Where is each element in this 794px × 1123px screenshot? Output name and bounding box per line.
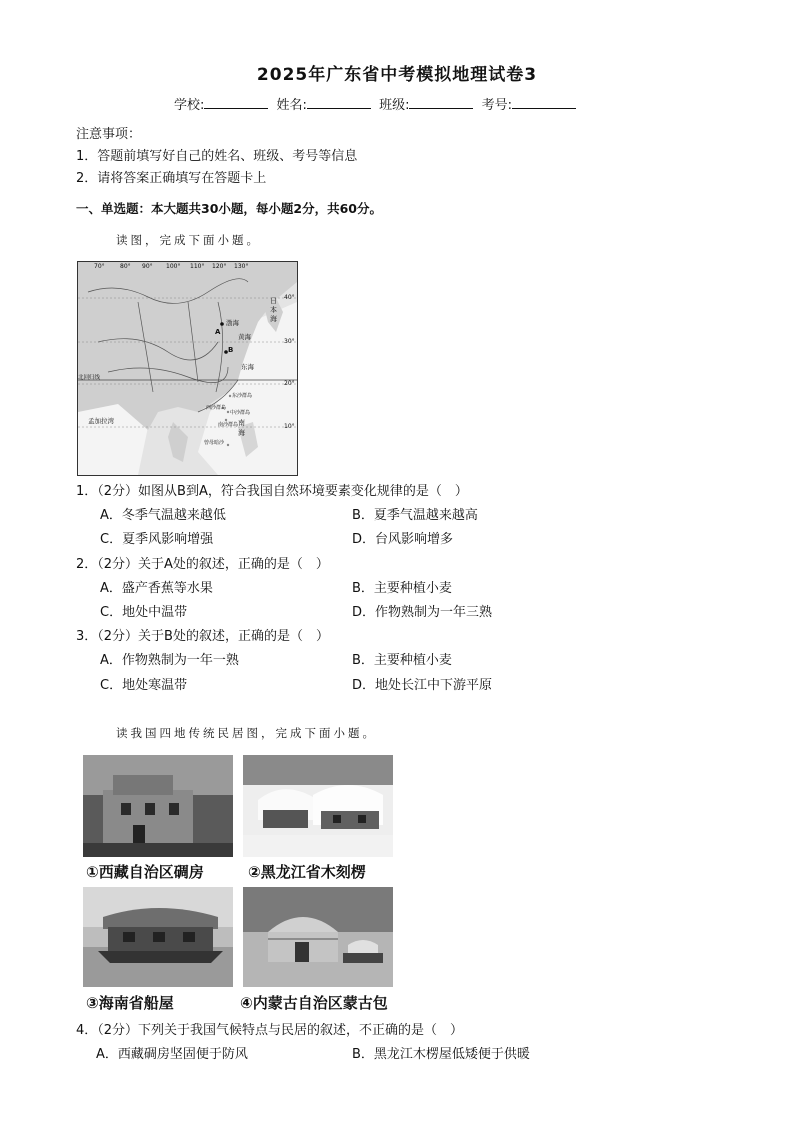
question-3-options (100, 674, 700, 698)
question-3-options (100, 649, 700, 673)
group2-instruction: 读我国四地传统民居图，完成下面小题。 (116, 726, 377, 740)
heilongjiang-log-house-photo (243, 755, 393, 857)
tick-label: 80° (120, 263, 131, 270)
island-label: 中沙群岛 (230, 410, 251, 416)
caption-inner-mongolia: ④内蒙古自治区蒙古包 (240, 994, 388, 1012)
island-label: 曾母暗沙 (204, 440, 225, 446)
page-title: 2025年广东省中考模拟地理试卷3 (256, 65, 538, 85)
notes-heading: 注意事项： (76, 127, 142, 142)
question-1-options (100, 504, 700, 528)
tick-label: 70° (94, 263, 105, 270)
donghai-label: 东海 (241, 363, 254, 371)
caption-tibet: ①西藏自治区碉房 (86, 863, 204, 881)
tick-label: 30° (284, 338, 295, 345)
exam-number-label: 考号: (481, 98, 512, 113)
japan-sea-label: 日本海 (270, 297, 277, 323)
tick-label: 90° (142, 263, 153, 270)
bengal-label: 孟加拉湾 (88, 417, 114, 425)
question-1-stem: 1．（2分）如图从B到A，符合我国自然环境要素变化规律的是（ ） (76, 484, 468, 499)
question-4-stem: 4．（2分）下列关于我国气候特点与民居的叙述，不正确的是（ ） (76, 1023, 464, 1038)
caption-heilongjiang: ②黑龙江省木刻楞 (248, 863, 366, 881)
option[interactable]: B．主要种植小麦 (352, 581, 452, 596)
notes-item: 2．请将答案正确填写在答题卡上 (76, 171, 267, 186)
caption-hainan: ③海南省船屋 (86, 994, 174, 1012)
notes-block (76, 124, 357, 190)
option[interactable]: D．台风影响增多 (352, 532, 454, 547)
option[interactable]: B．夏季气温越来越高 (352, 508, 478, 523)
tick-label: 10° (284, 423, 295, 430)
option[interactable]: C．地处寒温带 (100, 678, 188, 693)
option[interactable]: A．西藏碉房坚固便于防风 (96, 1047, 248, 1062)
class-blank (409, 96, 473, 109)
tick-label: 120° (212, 263, 227, 270)
huanghai-label: 黄海 (238, 333, 251, 341)
tick-label: 130° (234, 263, 249, 270)
island-label: 西沙群岛 (206, 405, 227, 411)
tick-label: 100° (166, 263, 181, 270)
option[interactable]: C．地处中温带 (100, 605, 188, 620)
point-b-label: B (228, 346, 234, 354)
exam-number-blank (512, 96, 576, 109)
question-1-options (100, 528, 700, 552)
east-asia-map (77, 261, 298, 476)
inner-mongolia-yurt-photo (243, 887, 393, 987)
bohai-label: 渤海 (226, 319, 239, 327)
student-info-line (174, 94, 580, 113)
question-3-stem: 3．（2分）关于B处的叙述，正确的是（ ） (76, 629, 329, 644)
map-graphic (78, 262, 297, 475)
option[interactable]: C．夏季风影响增强 (100, 532, 214, 547)
island-label: 南沙群岛 (218, 422, 239, 428)
option[interactable]: D．作物熟制为一年三熟 (352, 605, 493, 620)
question-2-options (100, 577, 700, 601)
option[interactable]: A．冬季气温越来越低 (100, 508, 226, 523)
school-label: 学校: (174, 98, 205, 113)
question-2-stem: 2．（2分）关于A处的叙述，正确的是（ ） (76, 557, 329, 572)
group1-instruction: 读图，完成下面小题。 (116, 233, 261, 247)
school-blank (204, 96, 268, 109)
south-sea-label: 南海 (238, 419, 245, 437)
option[interactable]: D．地处长江中下游平原 (352, 678, 493, 693)
island-label: 东沙群岛 (232, 393, 253, 399)
tick-label: 20° (284, 380, 295, 387)
name-blank (307, 96, 371, 109)
question-4-options (96, 1043, 696, 1067)
hainan-boat-house-photo (83, 887, 233, 987)
tick-label: 110° (190, 263, 205, 270)
section-title: 一、单选题：本大题共30小题，每小题2分，共60分。 (76, 201, 382, 216)
option[interactable]: A．作物熟制为一年一熟 (100, 653, 239, 668)
name-label: 姓名: (276, 98, 307, 113)
notes-item: 1．答题前填写好自己的姓名、班级、考号等信息 (76, 149, 358, 164)
option[interactable]: B．主要种植小麦 (352, 653, 452, 668)
class-label: 班级: (379, 98, 410, 113)
tibet-blockhouse-photo (83, 755, 233, 857)
tick-label: 40° (284, 294, 295, 301)
question-2-options (100, 601, 700, 625)
point-a-label: A (215, 328, 221, 336)
option[interactable]: B．黑龙江木楞屋低矮便于供暖 (352, 1047, 530, 1062)
option[interactable]: A．盛产香蕉等水果 (100, 581, 213, 596)
tropic-label: 北回归线 (78, 375, 101, 381)
